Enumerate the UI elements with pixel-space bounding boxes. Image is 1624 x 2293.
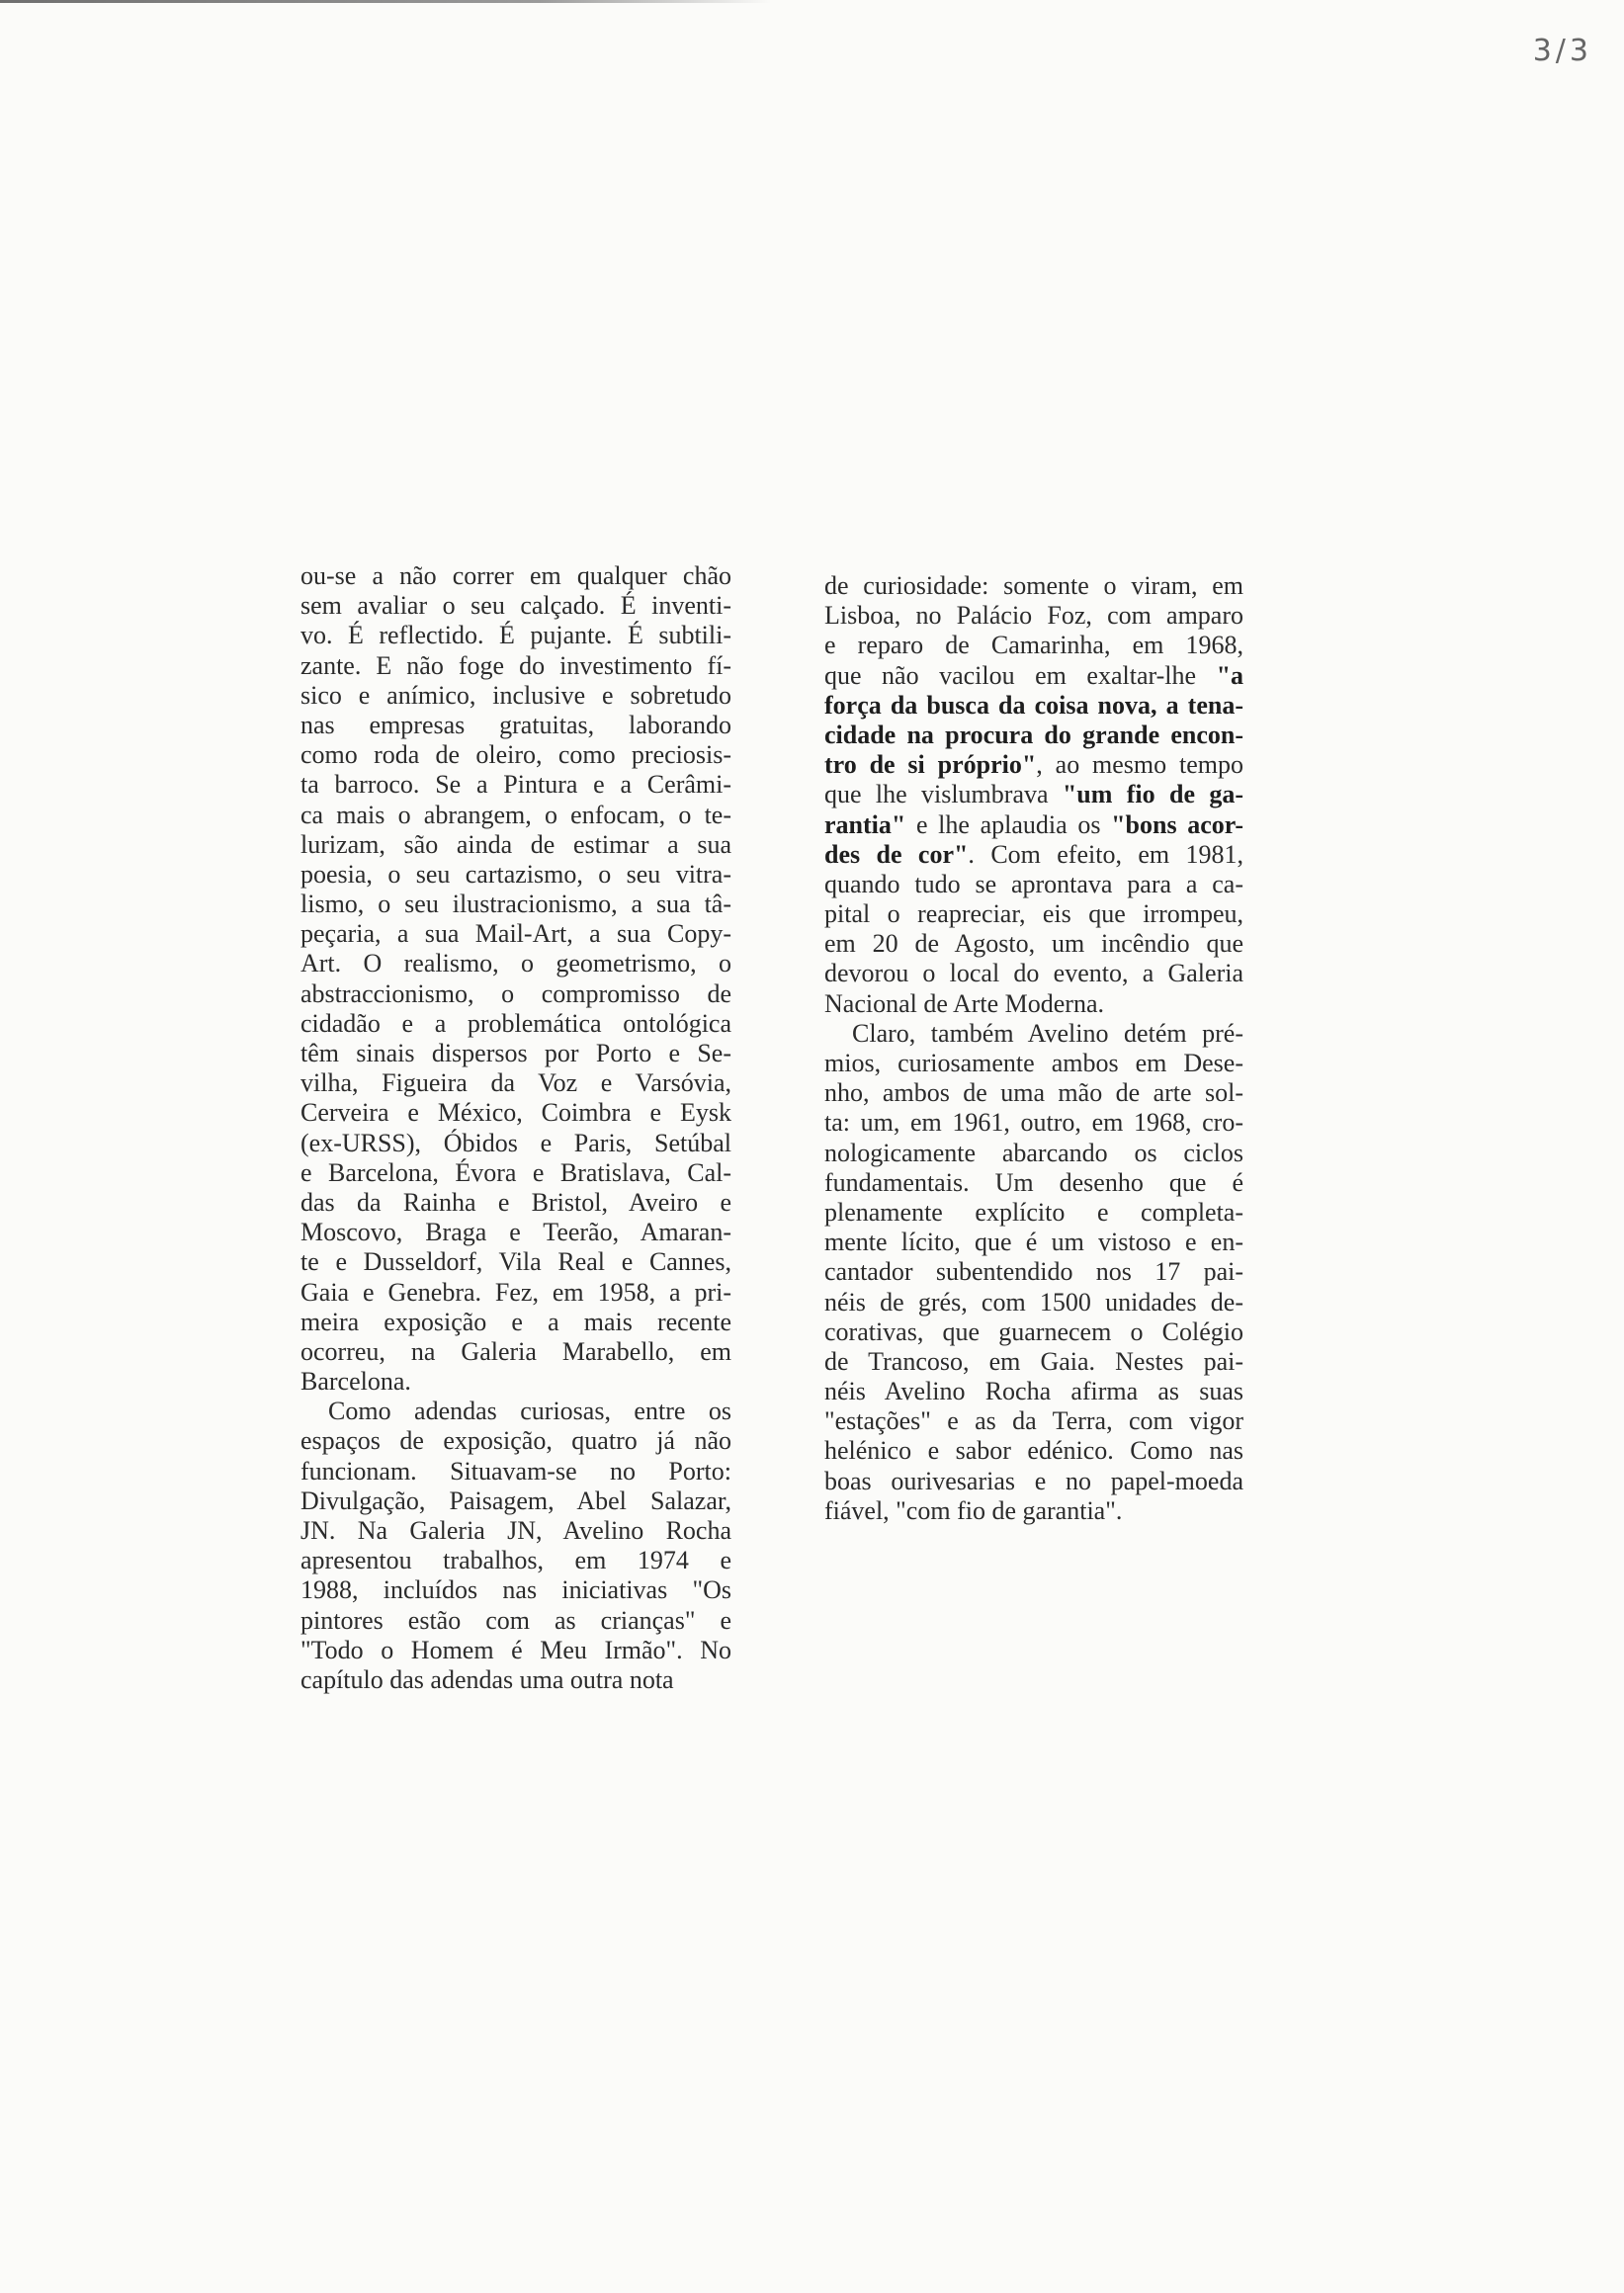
text-run: fiável, "com fio de garantia". [824,1495,1123,1525]
text-line [824,1288,1243,1317]
text-line: e Barcelona, Évora e Bratislava, Cal- [300,1157,731,1187]
text-run: devorou o local do evento, a Galeria [824,959,1243,988]
text-run: que lhe vislumbrava [824,780,1063,809]
text-line [824,1467,1243,1496]
text-line: "Todo o Homem é Meu Irmão". No [300,1635,731,1664]
article-column-right [824,571,1243,1526]
text-line [824,750,1243,780]
text-run: e reparo de Camarinha, em 1968, [824,631,1243,660]
text-run: que não vacilou em exaltar-lhe [824,660,1217,690]
text-line [824,959,1243,988]
text-line: lismo, o seu ilustracionismo, a sua tâ- [300,890,731,919]
text-run: . Com efeito, em 1981, [968,839,1243,869]
text-run: néis Avelino Rocha afirma as suas [824,1377,1243,1406]
text-run: "estações" e as da Terra, com vigor [824,1406,1243,1436]
text-line: pintores estão com as crianças" e [300,1605,731,1635]
text-line [824,1108,1243,1138]
text-run: nho, ambos de uma mão de arte sol- [824,1078,1243,1108]
bold-quote-run: cidade na procura do grande encon- [824,720,1243,749]
text-line [824,1228,1243,1257]
text-line: ocorreu, na Galeria Marabello, em [300,1336,731,1366]
text-line: Divulgação, Paisagem, Abel Salazar, [300,1486,731,1515]
text-run: em 20 de Agosto, um incêndio que [824,929,1243,959]
text-line [824,780,1243,809]
text-line: nas empresas gratuitas, laborando [300,710,731,739]
text-line: ou-se a não correr em qualquer chão [300,561,731,590]
text-run: néis de grés, com 1500 unidades de- [824,1287,1243,1316]
text-run: helénico e sabor edénico. Como nas [824,1436,1243,1466]
text-line: Art. O realismo, o geometrismo, o [300,949,731,978]
text-run: pital o reapreciar, eis que irrompeu, [824,899,1243,929]
scan-top-rule [0,0,771,3]
text-line: JN. Na Galeria JN, Avelino Rocha [300,1516,731,1545]
text-line: como roda de oleiro, como preciosis- [300,740,731,770]
bold-quote-run: "a [1216,660,1243,690]
text-line: capítulo das adendas uma outra nota [300,1664,674,1694]
text-line [824,1347,1243,1377]
text-line [824,691,1243,721]
text-line: espaços de exposição, quatro já não [300,1426,731,1456]
page-number: 3/3 [1532,34,1592,68]
text-run: de curiosidade: somente o viram, em [824,571,1243,600]
text-run: mente lícito, que é um vistoso e en- [824,1228,1243,1257]
text-line: ca mais o abrangem, o enfocam, o te- [300,800,731,829]
text-line: Cerveira e México, Coimbra e Eysk [300,1098,731,1128]
text-line: poesia, o seu cartazismo, o seu vitra- [300,859,731,889]
text-line: Moscovo, Braga e Teerão, Amaran- [300,1218,731,1247]
text-line: sico e anímico, inclusive e sobretudo [300,680,731,710]
text-run: fundamentais. Um desenho que é [824,1167,1243,1197]
bold-quote-run: "um fio de ga- [1062,780,1243,809]
bold-quote-run: tro de si próprio" [824,750,1037,780]
text-run: de Trancoso, em Gaia. Nestes pai- [824,1346,1243,1376]
text-line [824,840,1243,870]
text-line [824,1019,1243,1049]
text-line: vo. É reflectido. É pujante. É subtili- [300,621,731,650]
text-line: te e Dusseldorf, Vila Real e Cannes, [300,1247,731,1277]
text-line [824,631,1243,660]
bold-quote-run: des de cor" [824,839,969,869]
text-line [824,1377,1243,1406]
text-run: cantador subentendido nos 17 pai- [824,1257,1243,1287]
text-line: cidadão e a problemática ontológica [300,1008,731,1038]
text-line: 1988, incluídos nas iniciativas "Os [300,1575,731,1605]
text-line: ta barroco. Se a Pintura e a Cerâmi- [300,770,731,800]
text-line: sem avaliar o seu calçado. É inventi- [300,591,731,621]
text-line [824,721,1243,750]
text-line [824,601,1243,631]
text-line: das da Rainha e Bristol, Aveiro e [300,1187,731,1217]
text-run: , ao mesmo tempo [1036,750,1243,780]
text-run: Claro, também Avelino detém pré- [852,1018,1243,1048]
text-run: corativas, que guarnecem o Colégio [824,1316,1243,1346]
text-line [824,1436,1243,1466]
text-line [824,1198,1243,1228]
text-line [824,1139,1243,1168]
text-run: boas ourivesarias e no papel-moeda [824,1466,1243,1495]
text-run: plenamente explícito e completa- [824,1197,1243,1227]
text-line: Barcelona. [300,1367,411,1397]
bold-quote-run: força da busca da coisa nova, a tena- [824,690,1243,720]
text-line [824,1496,1243,1526]
text-run: nologicamente abarcando os ciclos [824,1138,1243,1167]
text-line: funcionam. Situavam-se no Porto: [300,1456,731,1486]
text-line [824,870,1243,899]
text-line [824,571,1243,601]
text-run: ta: um, em 1961, outro, em 1968, cro- [824,1108,1243,1138]
text-line: Gaia e Genebra. Fez, em 1958, a pri- [300,1277,731,1307]
text-line [824,1078,1243,1108]
text-line [824,929,1243,959]
text-line: zante. E não foge do investimento fí- [300,650,731,680]
text-run: e lhe aplaudia os [905,809,1112,839]
text-line [824,1257,1243,1287]
article-column-left [300,561,731,1695]
text-line [824,989,1243,1019]
text-line: meira exposição e a mais recente [300,1307,731,1336]
text-line: (ex-URSS), Óbidos e Paris, Setúbal [300,1128,731,1157]
text-line [824,1168,1243,1198]
text-line [824,1049,1243,1078]
text-line: peçaria, a sua Mail-Art, a sua Copy- [300,919,731,949]
text-line [824,1317,1243,1347]
text-run: mios, curiosamente ambos em Dese- [824,1049,1243,1077]
text-run: Nacional de Arte Moderna. [824,988,1105,1018]
text-line [824,899,1243,929]
text-run: quando tudo se aprontava para a ca- [824,869,1243,898]
text-line: vilha, Figueira da Voz e Varsóvia, [300,1068,731,1098]
text-line: abstraccionismo, o compromisso de [300,978,731,1008]
text-line [824,661,1243,691]
text-line: Como adendas curiosas, entre os [328,1397,731,1426]
text-run: Lisboa, no Palácio Foz, com amparo [824,601,1243,631]
text-line [824,810,1243,840]
text-line: lurizam, são ainda de estimar a sua [300,829,731,859]
text-line [824,1406,1243,1436]
text-line: apresentou trabalhos, em 1974 e [300,1546,731,1575]
text-line: têm sinais dispersos por Porto e Se- [300,1039,731,1067]
bold-quote-run: rantia" [824,809,906,839]
bold-quote-run: "bons acor- [1111,809,1243,839]
